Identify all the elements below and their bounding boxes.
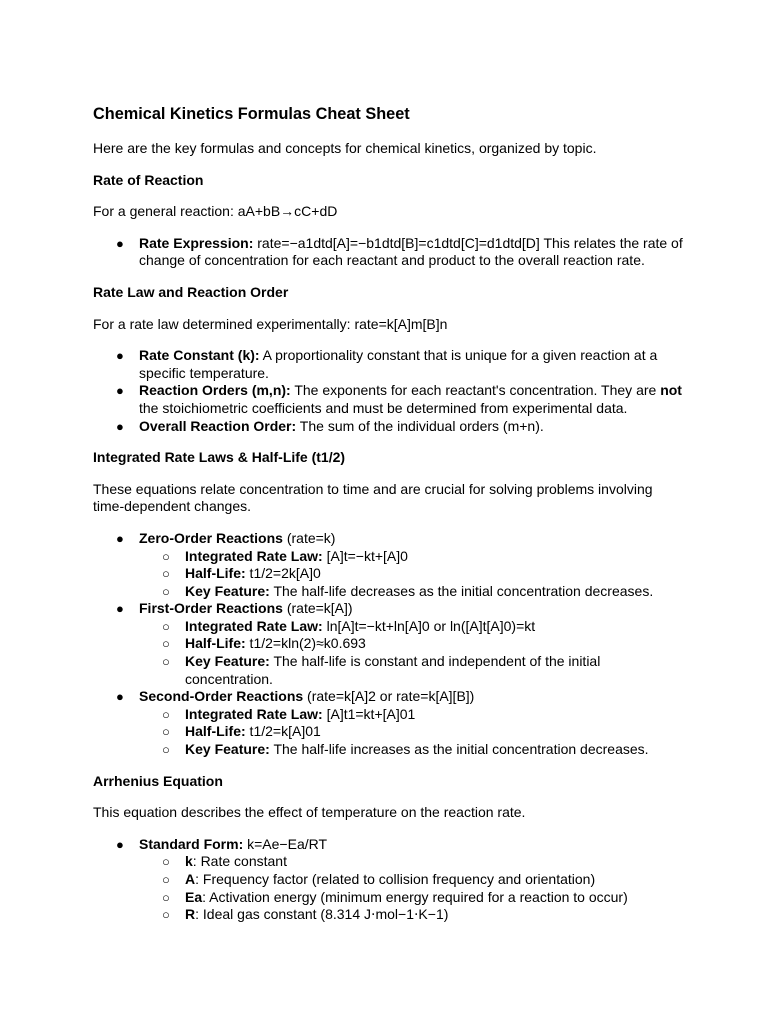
rate-of-reaction-list [93,235,683,270]
item-label: First-Order Reactions [139,600,283,617]
sub-item-key-feature [162,741,683,759]
sub-item-a [162,871,683,889]
arrhenius-sublist [139,853,683,923]
sub-bullet-icon: ○ [162,583,170,599]
zero-order-sublist [139,548,683,601]
sub-item-text: : Ideal gas constant (8.314 J⋅mol−1⋅K−1) [195,906,449,923]
rate-law-list [93,347,683,435]
sub-bullet-icon: ○ [162,854,170,870]
item-label: Standard Form: [139,835,244,852]
sub-item-label: k [185,853,193,870]
sub-item-r [162,906,683,924]
sub-item-text: [A]t1=kt+[A]01 [322,705,416,722]
sub-item-half-life [162,565,683,583]
sub-item-label: Half-Life: [185,635,246,652]
sub-item-text: The half-life increases as the initial concentration decreases. [269,741,649,758]
sub-item-text: The half-life is constant and independent of the initial concentration. [185,653,601,687]
sub-bullet-icon: ○ [162,636,170,652]
sub-item-label: Integrated Rate Law: [185,547,323,564]
list-item-rate-expression [116,234,683,270]
item-label: Reaction Orders (m,n): [139,382,291,399]
integrated-paragraph: These equations relate concentration to time and are crucial for solving problems involving time-dependent changes. [93,480,653,515]
sub-item-text: t1/2=kln(2)≈k0.693 [245,635,366,652]
item-text: A proportionality constant that is unique for a given reaction at a specific temperature. [139,347,658,381]
bullet-icon: ● [116,689,124,705]
item-text: rate=−a1dtd[A]=−b1dtd[B]=c1dtd[C]=d1dtd[D] This relates the rate of change of concentration for each reactant and product to the overall reaction rate. [139,234,683,269]
sub-item-k [162,853,683,871]
sub-bullet-icon: ○ [162,907,170,923]
arrhenius-paragraph: This equation describes the effect of temperature on the reaction rate. [93,804,526,821]
sub-bullet-icon: ○ [162,724,170,740]
sub-item-half-life [162,723,683,741]
sub-item-key-feature [162,653,683,688]
item-label: Rate Constant (k): [139,347,260,364]
bullet-icon: ● [116,235,124,251]
list-item-overall-order [116,417,683,436]
sub-bullet-icon: ○ [162,872,170,887]
arrhenius-list [93,836,683,924]
item-text: The sum of the individual orders (m+n). [296,417,544,434]
item-label: Second-Order Reactions [139,688,304,705]
sub-item-half-life [162,635,683,653]
sub-item-label: Half-Life: [185,723,246,740]
section-heading-rate-of-reaction: Rate of Reaction [93,171,204,188]
sub-item-label: Key Feature: [185,582,270,599]
item-text: the stoichiometric coefficients and must be determined from experimental data. [139,399,628,416]
item-label: Overall Reaction Order: [139,417,297,434]
sub-item-integrated-rate-law [162,617,683,636]
list-item-reaction-orders [116,382,683,417]
rate-of-reaction-paragraph: For a general reaction: aA+bB→cC+dD [93,203,338,220]
item-text: k=Ae−Ea/RT [243,835,328,852]
sub-bullet-icon: ○ [162,618,170,634]
bullet-icon: ● [116,348,124,364]
sub-bullet-icon: ○ [162,742,170,758]
sub-item-text: [A]t=−kt+[A]0 [322,547,408,564]
sub-bullet-icon: ○ [162,566,170,582]
sub-item-integrated-rate-law [162,705,683,724]
sub-item-text: : Frequency factor (related to collision frequency and orientation) [195,871,596,887]
bullet-icon: ● [116,530,124,546]
section-heading-arrhenius: Arrhenius Equation [93,772,223,789]
section-heading-rate-law: Rate Law and Reaction Order [93,283,289,300]
sub-item-label: Integrated Rate Law: [185,617,323,634]
list-item-zero-order [116,529,683,600]
list-item-standard-form [116,835,683,924]
list-item-first-order [116,600,683,688]
item-label: Rate Expression: [139,234,254,251]
list-item-second-order [116,688,683,758]
sub-item-label: Integrated Rate Law: [185,705,323,722]
bullet-icon: ● [116,601,124,617]
sub-bullet-icon: ○ [162,889,170,905]
integrated-list [93,530,683,759]
sub-item-text: ln[A]t=−kt+ln[A]0 or ln([A]t[A]0)=kt [322,617,536,634]
sub-item-label: R [185,906,196,923]
page-title: Chemical Kinetics Formulas Cheat Sheet [93,105,410,123]
second-order-sublist [139,706,683,759]
item-text: (rate=k[A]) [282,600,353,617]
item-text: The exponents for each reactant's concentration. They are [290,382,661,399]
sub-item-label: Ea [185,888,203,905]
sub-item-label: Key Feature: [185,741,270,758]
section-heading-integrated-rate-laws: Integrated Rate Laws & Half-Life (t1/2) [93,449,346,466]
sub-item-integrated-rate-law [162,547,683,566]
sub-item-label: A [185,871,196,887]
sub-item-key-feature [162,582,683,601]
sub-item-text: : Activation energy (minimum energy required for a reaction to occur) [202,888,628,905]
sub-item-text: t1/2=2k[A]0 [245,565,321,582]
item-text: (rate=k[A]2 or rate=k[A][B]) [303,688,475,705]
sub-bullet-icon: ○ [162,654,170,670]
bullet-icon: ● [116,836,124,852]
bullet-icon: ● [116,418,124,434]
intro-paragraph: Here are the key formulas and concepts for chemical kinetics, organized by topic. [93,140,597,156]
sub-bullet-icon: ○ [162,706,170,722]
sub-item-ea [162,888,683,907]
sub-item-text: The half-life decreases as the initial concentration decreases. [269,582,654,599]
item-text: (rate=k) [282,529,336,546]
list-item-rate-constant [116,347,683,382]
sub-item-label: Key Feature: [185,653,270,670]
sub-item-label: Half-Life: [185,565,246,582]
sub-bullet-icon: ○ [162,548,170,564]
bullet-icon: ● [116,383,124,399]
rate-law-paragraph: For a rate law determined experimentally: rate=k[A]m[B]n [93,315,448,332]
first-order-sublist [139,618,683,688]
item-emphasis: not [660,382,682,399]
document-content [93,104,683,938]
sub-item-text: : Rate constant [192,853,287,870]
item-label: Zero-Order Reactions [139,529,283,546]
sub-item-text: t1/2=k[A]01 [245,723,321,740]
